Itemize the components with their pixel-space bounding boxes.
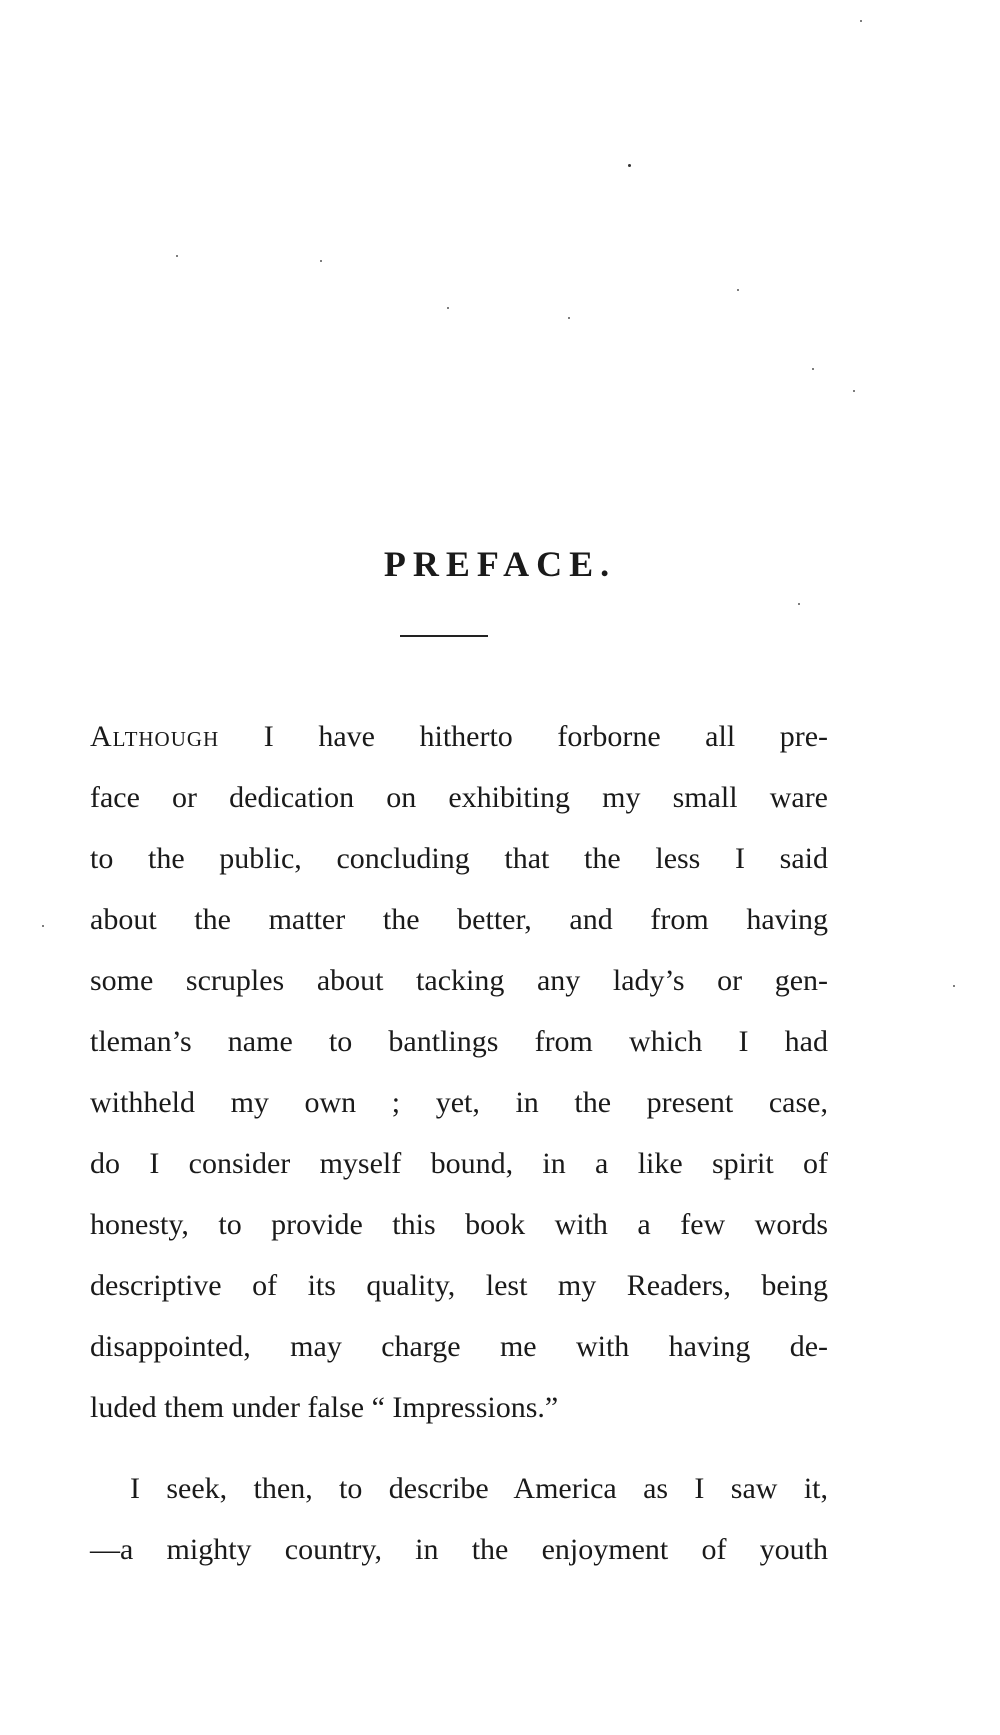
paragraph-2 [90,1458,828,1580]
text-line: Although I have hitherto forborne all pre- [90,720,828,753]
paragraph-1 [90,706,828,1438]
page-title: PREFACE. [383,544,617,585]
text-line: do I consider myself bound, in a like spirit of [90,1147,828,1180]
text-line: withheld my own ; yet, in the present case, [90,1086,828,1119]
print-speck [853,390,855,392]
text-line: —a mighty country, in the enjoyment of youth [90,1533,828,1566]
print-speck [798,603,800,605]
print-speck [42,925,44,927]
text-line: I seek, then, to describe America as I saw it, [130,1472,828,1505]
text-line: honesty, to provide this book with a few words [90,1208,828,1241]
print-speck [176,255,178,257]
text-line: to the public, concluding that the less I said [90,842,828,875]
lead-word: Although [90,720,220,753]
title-rule [400,635,488,637]
text-line: luded them under false “ Impressions.” [90,1391,559,1424]
print-speck [320,260,322,262]
text-line: descriptive of its quality, lest my Readers, being [90,1269,828,1302]
print-speck [447,307,449,309]
text-line: tleman’s name to bantlings from which I had [90,1025,828,1058]
print-speck [568,317,570,319]
text-line: some scruples about tacking any lady’s or gen- [90,964,828,997]
print-speck [737,289,739,291]
print-speck [953,985,955,987]
print-speck [860,20,862,22]
print-speck [628,164,631,167]
print-speck [812,368,814,370]
text-line: about the matter the better, and from having [90,903,828,936]
text-line: face or dedication on exhibiting my small ware [90,781,828,814]
text-line: disappointed, may charge me with having de- [90,1330,828,1363]
